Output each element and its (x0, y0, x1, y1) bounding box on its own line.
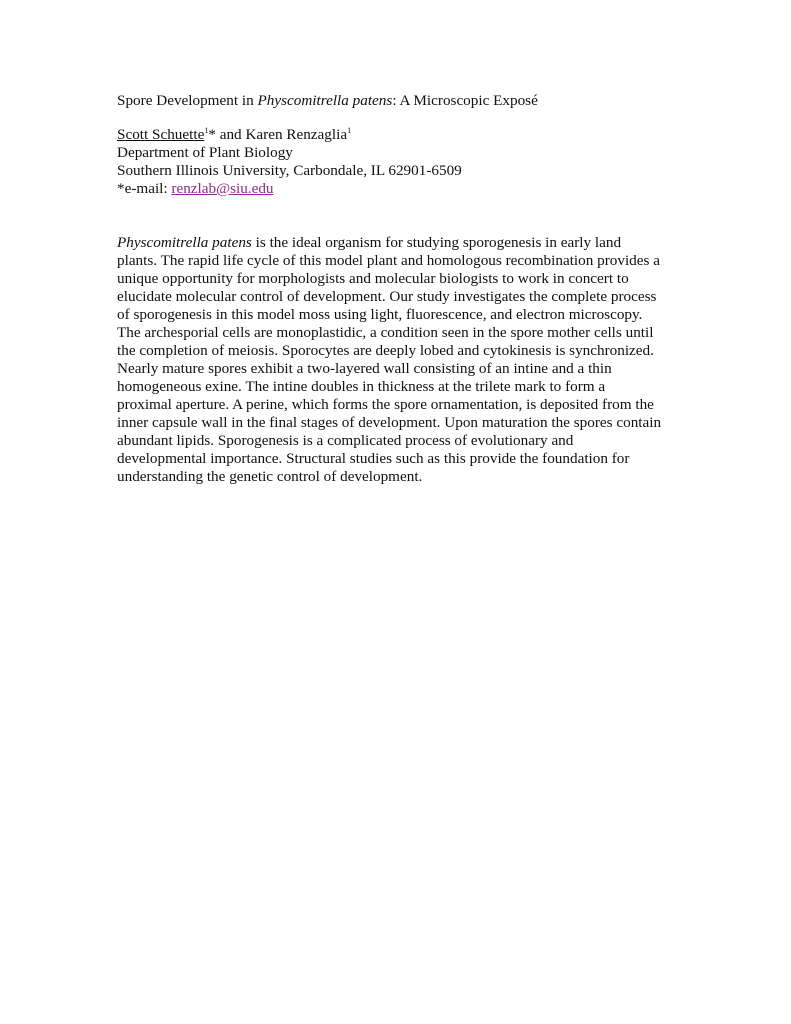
university-address: Southern Illinois University, Carbondale, IL 62901-6509 (117, 162, 462, 179)
abstract-line: elucidate molecular control of development. Our study investigates the complete process (117, 288, 657, 305)
abstract-line: unique opportunity for morphologists and molecular biologists to work in concert to (117, 270, 629, 287)
title-suffix: : A Microscopic Exposé (392, 92, 538, 109)
abstract-line: inner capsule wall in the final stages of development. Upon maturation the spores contain (117, 414, 662, 431)
abstract-species: Physcomitrella patens (117, 234, 252, 251)
email-link[interactable]: renzlab@siu.edu (171, 180, 274, 197)
abstract-line: abundant lipids. Sporogenesis is a complicated process of evolutionary and (117, 432, 574, 449)
abstract-line-1-text: is the ideal organism for studying sporogenesis in early land (251, 234, 622, 251)
email-label: *e-mail: (117, 180, 172, 197)
abstract-line: homogeneous exine. The intine doubles in thickness at the trilete mark to form a (117, 378, 606, 395)
title-prefix: Spore Development in (117, 92, 258, 109)
email-line (117, 180, 677, 198)
author-presenting: Scott Schuette (117, 126, 205, 143)
author2-affiliation-mark: 1 (347, 126, 352, 135)
authors-line (117, 126, 677, 144)
abstract-line: developmental importance. Structural studies such as this provide the foundation for (117, 450, 630, 467)
author1-affiliation-mark: 1 (204, 126, 209, 135)
abstract-line: Nearly mature spores exhibit a two-layered wall consisting of an intine and a thin (117, 360, 612, 377)
document-title (117, 92, 677, 110)
abstract-line: plants. The rapid life cycle of this model plant and homologous recombination provides a (117, 252, 660, 269)
abstract-line: understanding the genetic control of development. (117, 468, 423, 485)
author-block (117, 126, 677, 198)
abstract-line: the completion of meiosis. Sporocytes are deeply lobed and cytokinesis is synchronized. (117, 342, 654, 359)
abstract-line-1 (117, 234, 677, 252)
abstract-line: The archesporial cells are monoplastidic, a condition seen in the spore mother cells until (117, 324, 654, 341)
title-species: Physcomitrella patens (257, 92, 393, 109)
authors-rest: * and Karen Renzaglia (208, 126, 348, 143)
abstract-body (117, 234, 677, 486)
abstract-line: proximal aperture. A perine, which forms the spore ornamentation, is deposited from the (117, 396, 654, 413)
abstract-line: of sporogenesis in this model moss using light, fluorescence, and electron microscopy. (117, 306, 643, 323)
department: Department of Plant Biology (117, 144, 293, 161)
document-page (117, 92, 677, 486)
